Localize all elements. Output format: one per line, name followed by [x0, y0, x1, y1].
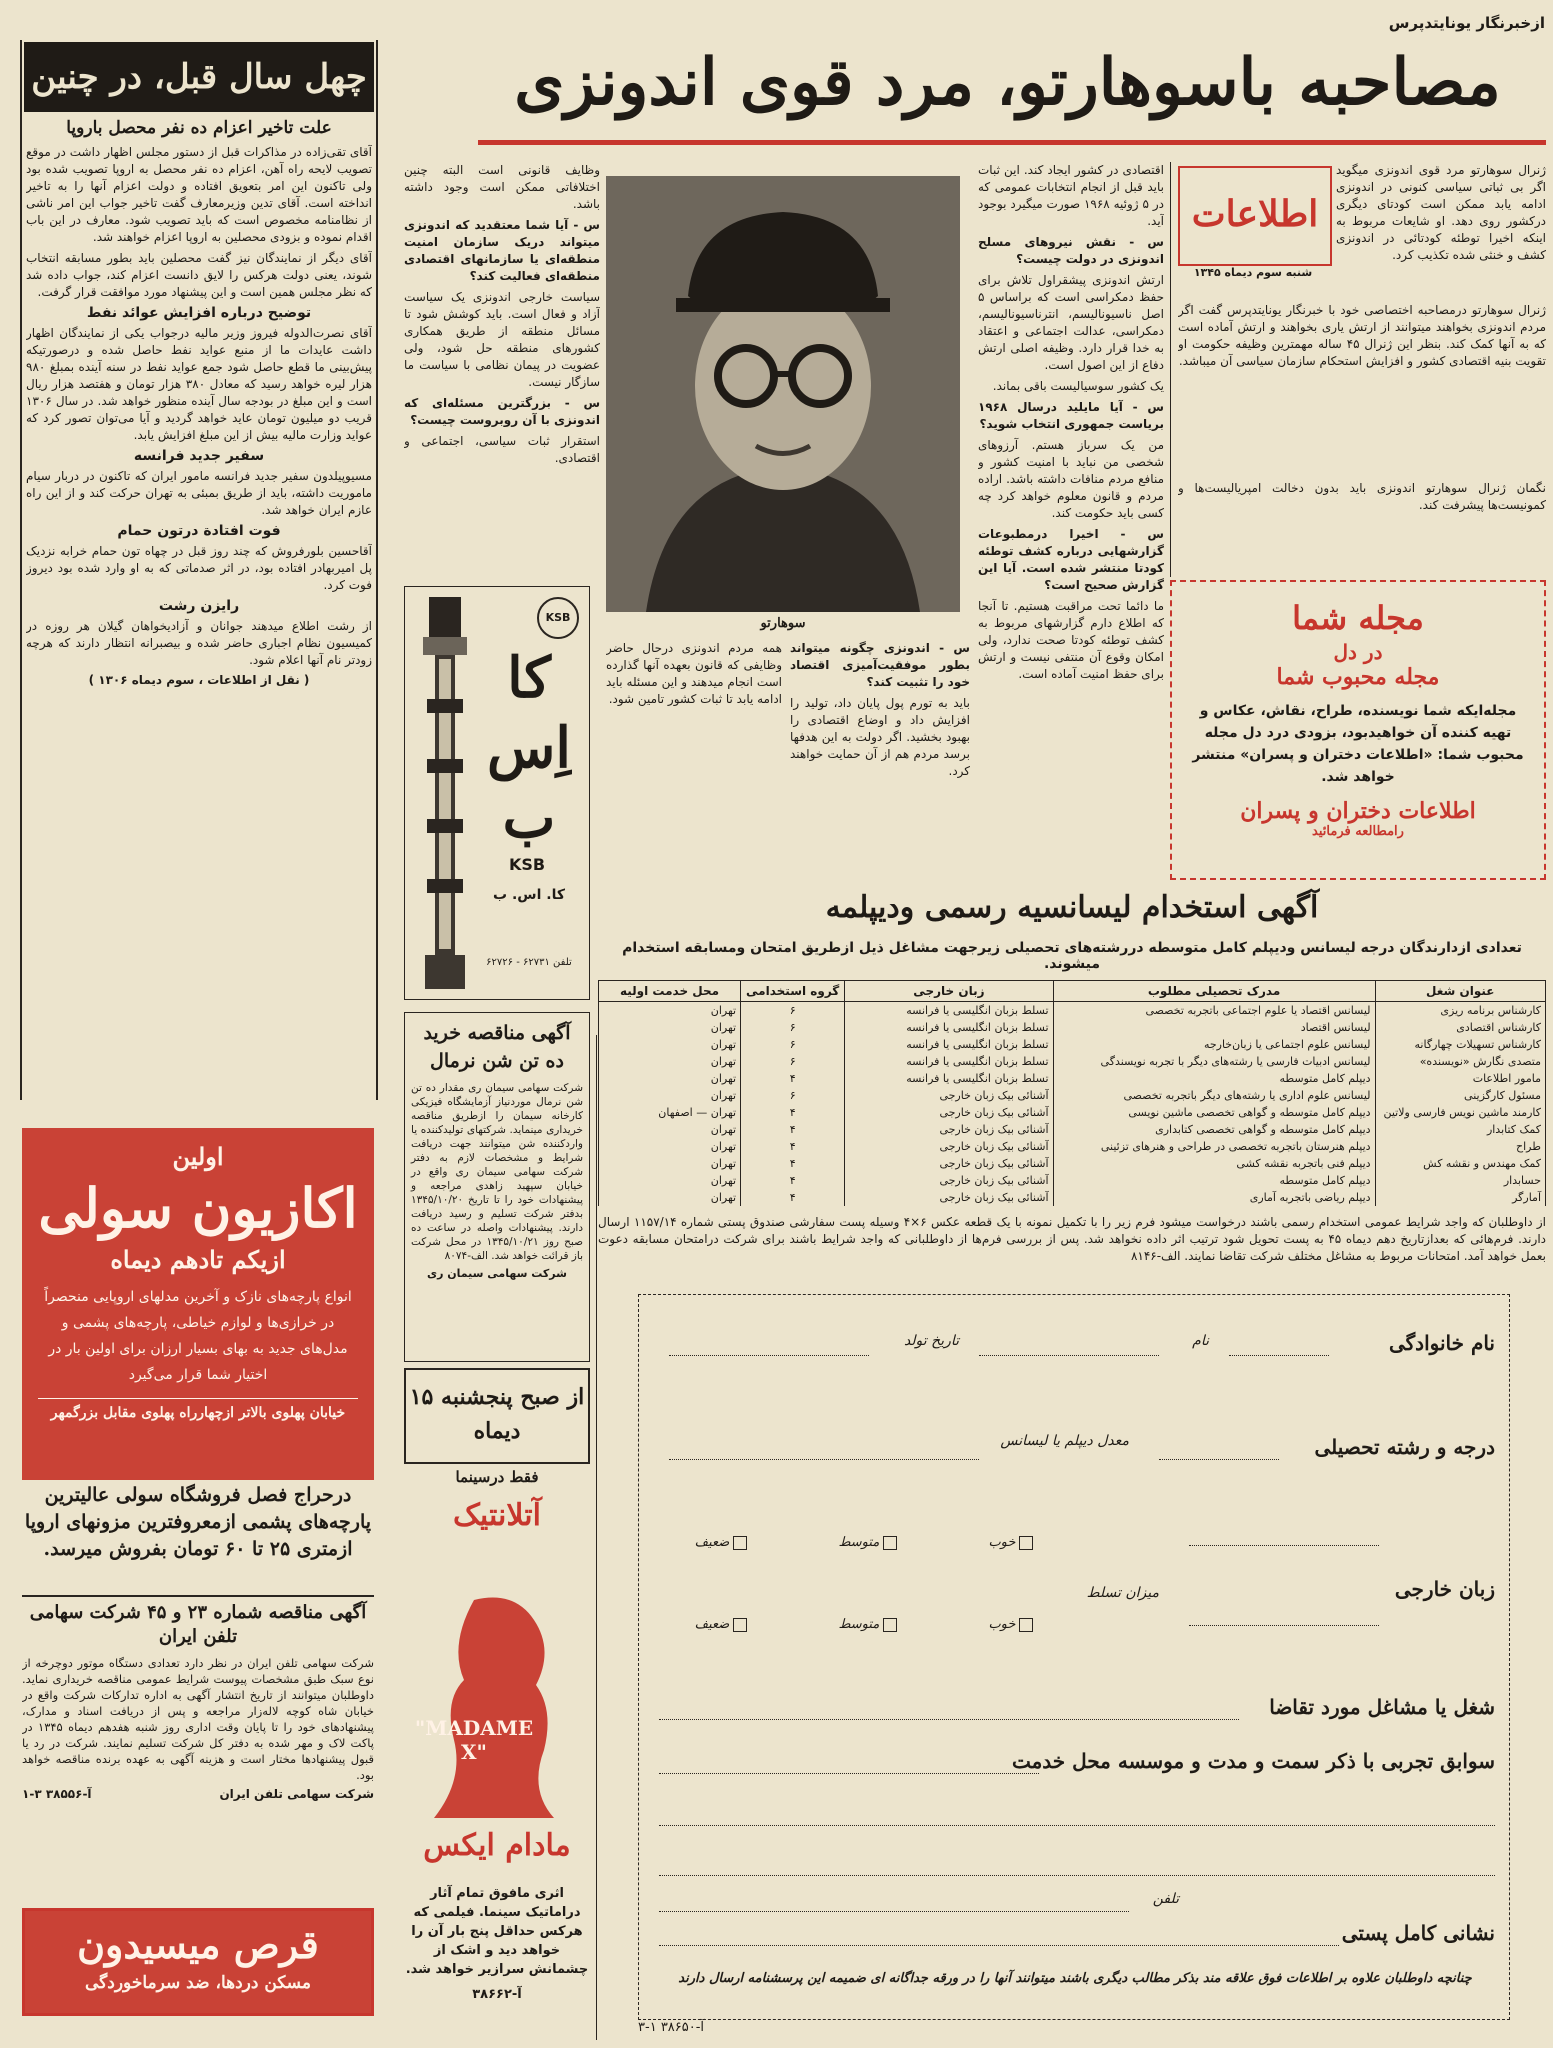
- checkbox[interactable]: [733, 1618, 747, 1632]
- birthdate-field[interactable]: [669, 1355, 869, 1356]
- history-paragraph: مسیوپیلدون سفیر جدید فرانسه مامور ایران که تاکنون در دربار سیام ماموریت داشته، باید از طریق بمبئی به تهران حرکت کند و از این راه عازم ایران خواهد شد.: [26, 469, 372, 517]
- table-row: [599, 1189, 1546, 1206]
- ksb-letter: کا: [507, 645, 551, 711]
- option-weak[interactable]: ضعیف: [695, 1535, 748, 1550]
- article-paragraph: وظایف قانونی است البته چنین اختلافاتی ممکن است وجود داشته باشد.: [404, 163, 600, 211]
- article-col-3: [790, 640, 970, 890]
- ksb-letter: اِس: [487, 715, 571, 781]
- tender-title: آگهی مناقصه شماره ۲۳ و ۴۵ شرکت سهامی تلفن ایران: [29, 1602, 367, 1647]
- place-cell: تهران: [599, 1036, 741, 1053]
- degree-cell: دیپلم ریاضی باتجربه آماری: [1053, 1189, 1375, 1206]
- article-answer: سیاست خارجی اندونزی یک سیاست آزاد و فعال است. باید کوشش شود تا مسائل منطقه از طریق همکاری کشورهای منطقه حل شود، ولی عضویت در پیمان نظامی با سیاست ما سازگار نیست.: [404, 290, 600, 389]
- article-answer: یک کشور سوسیالیست باقی بماند.: [992, 379, 1164, 393]
- experience-field-2[interactable]: [659, 1825, 1495, 1826]
- sale-address: خیابان پهلوی بالاتر ازچهارراه پهلوی مقابل بزرگمهر: [38, 1398, 358, 1421]
- job-title-cell: مسئول کارگزینی: [1375, 1087, 1545, 1104]
- column-header: محل خدمت اولیه: [599, 981, 741, 1002]
- group-cell: ۶: [741, 1019, 845, 1036]
- table-row: [599, 1087, 1546, 1104]
- article-question: س - بزرگترین مسئله‌ای که اندونزی با آن روبروست چیست؟: [404, 396, 600, 427]
- middle-column-border: [596, 1035, 597, 2040]
- option-good[interactable]: خوب: [988, 1535, 1033, 1550]
- article-question: س - اخیرا درمطبوعات گزارشهایی درباره کشف توطئه کودتا منتشر شده است. آیا این گزارش صحیح است؟: [978, 527, 1164, 592]
- article-question: س - نقش نیروهای مسلح اندونزی در دولت چیست؟: [978, 235, 1164, 266]
- place-cell: تهران: [599, 1138, 741, 1155]
- history-paragraph: از رشت اطلاع میدهند جوانان و آزادیخواهان گیلان هر روزه در کمیسیون نظام اجباری حاضر شده و بیصبرانه انتظار دارند که هرچه زودتر نام آنها اعلام شود.: [26, 619, 372, 667]
- headline-rule: [478, 140, 1546, 145]
- form-label-birthdate: تاریخ تولد: [903, 1333, 959, 1349]
- article-paragraph: نگمان ژنرال سوهارتو اندونزی باید بدون دخالت امپریالیست‌ها و کمونیست‌ها پیشرفت کند.: [1178, 481, 1546, 512]
- job-title-cell: طراح: [1375, 1138, 1545, 1155]
- checkbox[interactable]: [883, 1618, 897, 1632]
- phone-field[interactable]: [659, 1911, 1129, 1912]
- place-cell: تهران: [599, 1172, 741, 1189]
- tender-sign: شرکت سهامی تلفن ایران: [219, 1787, 374, 1801]
- form-label-firstname: نام: [1192, 1333, 1209, 1349]
- ksb-letter: ب: [502, 785, 556, 851]
- place-cell: تهران: [599, 1053, 741, 1070]
- language-cell: تسلط بزبان انگلیسی یا فرانسه: [845, 1036, 1053, 1053]
- language-cell: آشنائی بیک زبان خارجی: [845, 1189, 1053, 1206]
- medicine-name: قرص میسیدون: [77, 1922, 319, 1967]
- table-row: [599, 1036, 1546, 1053]
- magazine-line1: در دل: [1333, 640, 1383, 664]
- main-headline: مصاحبه باسوهارتو، مرد قوی اندونزی: [514, 45, 1501, 120]
- tender-code: آ-۳۸۵۵۶ ۳-۱: [22, 1787, 92, 1801]
- article-paragraph: ژنرال سوهارتو درمصاحبه اختصاصی خود با خبرنگار یونایتدپرس گفت اگر مردم اندونزی بخواهند میتوانند از ارتش یاری بخواهند و ارتش آماده است که به آنها کمک کند. بنظر این ژنرال ۴۵ ساله مهمترین وظیفه حکومت او تقویت بنیه اقتصادی کشور و افزایش استحکام سازمان سیاسی آن میباشد.: [1178, 303, 1546, 368]
- magazine-line2: مجله محبوب شما: [1276, 664, 1440, 690]
- language-cell: آشنائی بیک زبان خارجی: [845, 1087, 1053, 1104]
- checkbox[interactable]: [1019, 1536, 1033, 1550]
- option-mid[interactable]: متوسط: [838, 1617, 897, 1632]
- cinema-name: آتلانتیک: [453, 1498, 541, 1533]
- application-form: [638, 1294, 1510, 2020]
- magazine-ad: [1170, 580, 1546, 880]
- hiring-code: آ-۳۸۶۵۰ ۱-۳: [638, 2020, 705, 2035]
- group-cell: ۶: [741, 1036, 845, 1053]
- film-code: آ-۳۸۶۶۲: [472, 1987, 522, 2002]
- cement-tender-sign: شرکت سهامی سیمان ری: [427, 1267, 567, 1280]
- form-label-phone: تلفن: [1152, 1891, 1179, 1907]
- place-cell: تهران: [599, 1155, 741, 1172]
- place-cell: تهران — اصفهان: [599, 1104, 741, 1121]
- ksb-subname: کا. اس. ب: [493, 887, 565, 903]
- history-section: [26, 118, 372, 1093]
- checkbox[interactable]: [883, 1536, 897, 1550]
- group-cell: ۶: [741, 1053, 845, 1070]
- degree-cell: لیسانس اقتصاد: [1053, 1019, 1375, 1036]
- cement-tender-body: شرکت سهامی سیمان ری مقدار ده تن شن نرمال موردنیاز آزمایشگاه فیزیکی کارخانه سیمان را ازطریق مناقصه خریداری مینماید. شرکتهای تولیدکننده یا واردکننده شن میتوانند جهت دریافت شرایط و مشخصات لازم به دفتر شرکت سهامی سیمان ری واقع در خیابان سپهبد زاهدی مراجعه و پیشنهادات خود را تا تاریخ ۱۳۴۵/۱۰/۲۰ بدفتر شرکت تسلیم و رسید دریافت دارند. پیشنهادات واصله در ساعت ده صبح روز ۱۳۴۵/۱۰/۲۱ در محل شرکت باز قرائت خواهد شد. الف-۸۰۷۴: [411, 1082, 584, 1262]
- article-answer: ارتش اندونزی پیشقراول تلاش برای حفظ دمکراسی است که براساس ۵ اصل ناسیونالیسم، انترناسیونالیسم، دمکراسی، عدالت اجتماعی و اعتقاد به خدا قرار دارد. وظیفه اصلی ارتش دفاع از این اصول است.: [978, 273, 1164, 372]
- place-cell: تهران: [599, 1121, 741, 1138]
- film-body: اثری مافوق تمام آثار دراماتیک سینما. فیلمی که هرکس حداقل پنج بار آن را خواهد دید و اشک از چشمانش سرازیر خواهد شد.: [405, 1886, 589, 1977]
- article-question: س - آیا شما معتقدید که اندونزی میتواند دریک سازمان امنیت منطقه‌ای یا سازمانهای اقتصادی منطقه‌ای فعالیت کند؟: [404, 218, 600, 283]
- film-blurb: [404, 1884, 590, 2034]
- experience-field-3[interactable]: [659, 1875, 1495, 1876]
- cinema-only: فقط درسینما: [455, 1468, 539, 1486]
- group-cell: ۴: [741, 1189, 845, 1206]
- language-cell: تسلط بزبان انگلیسی یا فرانسه: [845, 1053, 1053, 1070]
- ksb-badge: KSB: [537, 597, 579, 639]
- table-header-row: [599, 981, 1546, 1002]
- dateline: شنبه سوم دیماه ۱۳۴۵: [1193, 266, 1313, 279]
- table-row: [599, 1172, 1546, 1189]
- language-cell: آشنائی بیک زبان خارجی: [845, 1138, 1053, 1155]
- table-row: [599, 1053, 1546, 1070]
- pump-illustration: [409, 589, 481, 999]
- film-title-fa: مادام ایکس: [423, 1828, 571, 1863]
- hiring-ad: [598, 888, 1546, 2036]
- group-cell: ۴: [741, 1155, 845, 1172]
- degree-cell: لیسانس علوم اجتماعی یا زبان‌خارجه: [1053, 1036, 1375, 1053]
- ksb-phone: تلفن ۶۲۷۳۱ - ۶۲۷۲۶: [486, 957, 572, 968]
- form-label-language: زبان خارجی: [1394, 1577, 1495, 1601]
- place-cell: تهران: [599, 1070, 741, 1087]
- group-cell: ۴: [741, 1172, 845, 1189]
- history-subheading: توضیح درباره افزایش عوائد نفط: [86, 305, 312, 321]
- byline: ازخبرنگار یونایتدپرس: [1388, 14, 1545, 32]
- history-paragraph: آقاحسین بلورفروش که چند روز قبل در چهاه تون حمام خرابه نزدیک پل امیربهادر افتاده بود، در اثر صدماتی که به او وارد شده بود دیروز فوت کرد.: [26, 544, 372, 592]
- group-cell: ۴: [741, 1070, 845, 1087]
- ksb-pump-ad: [404, 586, 590, 1000]
- gpa-field[interactable]: [669, 1459, 979, 1460]
- option-good[interactable]: خوب: [988, 1617, 1033, 1632]
- form-label-level: میزان تسلط: [1086, 1585, 1159, 1601]
- group-cell: ۴: [741, 1104, 845, 1121]
- hiring-title: آگهی استخدام لیسانسیه رسمی ودیپلمه: [825, 890, 1319, 925]
- degree-cell: لیسانس ادبیات فارسی یا رشته‌های دیگر با تجربه نویسندگی: [1053, 1053, 1375, 1070]
- degree-cell: لیسانس علوم اداری یا رشته‌های دیگر باتجربه تخصصی: [1053, 1087, 1375, 1104]
- soli-sale-ad: [22, 1128, 374, 1480]
- form-label-address: نشانی کامل پستی: [1341, 1921, 1495, 1945]
- sale-caption: درحراج فصل فروشگاه سولی عالیترین پارچه‌های پشمی ازمعروفترین مزونهای اروپا ازمتری ۲۵ تا ۶۰ تومان بفروش میرسد.: [24, 1484, 372, 1560]
- article-col-2: [978, 162, 1164, 882]
- magazine-footer: رامطالعه فرمائید: [1312, 824, 1404, 839]
- history-subheading: رایزن رشت: [158, 598, 240, 614]
- degree-cell: لیسانس اقتصاد یا علوم اجتماعی باتجربه تخصصی: [1053, 1002, 1375, 1020]
- column-header: عنوان شغل: [1375, 981, 1545, 1002]
- history-paragraph: آقای دیگر از نمایندگان نیز گفت محصلین باید بطور مسابقه انتخاب شوند، یعنی دولت هرکس را لایق دانست اعزام کند، جواب داده شد که نظر مجلس همین است و این پیشنهاد مورد موافقت قرار گرفت.: [26, 251, 372, 299]
- table-row: [599, 1070, 1546, 1087]
- option-mid[interactable]: متوسط: [838, 1535, 897, 1550]
- job-title-cell: کمک کتابدار: [1375, 1121, 1545, 1138]
- film-poster: [404, 1590, 590, 1880]
- job-title-cell: حسابدار: [1375, 1172, 1545, 1189]
- hiring-intro: تعدادی ازدارندگان درجه لیسانس ودیپلم کامل متوسطه دررشته‌های تحصیلی زیرجهت مشاغل ذیل ازطریق امتحان ومسابقه استخدام میشوند.: [622, 940, 1522, 972]
- place-cell: تهران: [599, 1002, 741, 1020]
- table-row: [599, 1002, 1546, 1020]
- job-title-cell: آمارگر: [1375, 1189, 1545, 1206]
- left-column-border-right: [376, 40, 378, 1100]
- article-answer: باید به تورم پول پایان داد، تولید را افزایش داد و اوضاع اقتصادی را بهبود بخشید. اگر دولت به این هدفها برسد مردم هم از آن حمایت خواهند کرد.: [790, 696, 970, 778]
- history-masthead: چهل سال قبل، در چنین: [24, 42, 374, 112]
- magazine-title: مجله شما: [1292, 599, 1424, 637]
- ksb-brand: KSB: [508, 855, 546, 874]
- job-title-cell: متصدی نگارش «نویسنده»: [1375, 1053, 1545, 1070]
- degree-cell: دیپلم کامل متوسطه: [1053, 1070, 1375, 1087]
- sale-dates: ازیکم تادهم دیماه: [110, 1245, 286, 1274]
- column-header: گروه استخدامی: [741, 981, 845, 1002]
- tender-body: شرکت سهامی تلفن ایران در نظر دارد تعدادی دستگاه موتور دوچرخه از نوع سبک طبق مشخصات پیوست شرایط عمومی مناقصه خریداری نماید. داوطلبان میتوانند از تاریخ انتشار آگهی به اداره تدارکات شرکت واقع در خیابان شاه کوچه لاله‌زار مراجعه و پس از دریافت اسناد و مدارک، پیشنهادهای خود را تا پایان وقت اداری روز شنبه هفدهم دیماه ۱۳۴۵ در پاکت لاک و مهر شده به دفتر کل شرکت تسلیم نمایند. شرکت در رد یا قبول پیشنهادها مختار است و هزینه آگهی به عهده برنده مناقصه خواهد بود.: [22, 1656, 374, 1782]
- newspaper-logo: اطلاعات: [1178, 166, 1332, 266]
- language-cell: آشنائی بیک زبان خارجی: [845, 1172, 1053, 1189]
- language-field-1[interactable]: [1189, 1545, 1379, 1546]
- article-answer: من یک سرباز هستم. آرزوهای شخصی من نباید با امنیت کشور و منافع مردم منافات داشته باشد. اراده مردم و قانون معلوم خواهد کرد چه کسی باید حکومت کند.: [978, 438, 1164, 520]
- phone-tender-ad: [22, 1595, 374, 1895]
- job-field[interactable]: [659, 1719, 1239, 1720]
- group-cell: ۶: [741, 1002, 845, 1020]
- article-question: س - آیا مایلید درسال ۱۹۶۸ بریاست جمهوری انتخاب شوید؟: [978, 400, 1164, 431]
- job-title-cell: کارشناس برنامه ریزی: [1375, 1002, 1545, 1020]
- language-cell: تسلط بزبان انگلیسی یا فرانسه: [845, 1070, 1053, 1087]
- medicine-ad: [22, 1908, 374, 2016]
- cement-tender-ad: [404, 1012, 590, 1362]
- form-label-job: شغل یا مشاغل مورد تقاضا: [1269, 1695, 1495, 1719]
- article-col-left: [404, 162, 600, 572]
- group-cell: ۴: [741, 1138, 845, 1155]
- article-divider: [1170, 162, 1171, 577]
- degree-field[interactable]: [1159, 1459, 1279, 1460]
- history-paragraph: آقای تقی‌زاده در مذاکرات قبل از دستور مجلس اظهار داشت در موقع تصویب لایحه راه آهن، اعزام ده نفر محصل به اروپا تصویب شده بود ولی تاکنون این امر بتعویق افتاده و دولت اعزام آنها را به تاخیر انداخته است. آقای تدین وزیرمعارف گفت تاخیر جواب این امر ناشی از نظامنامه مخصوص است که باید تصویب شود. معارف در این باب اقدام نموده و بزودی محصلین به اروپا اعزام خواهند شد.: [26, 145, 372, 244]
- job-title-cell: کارشناس تسهیلات چهارگانه: [1375, 1036, 1545, 1053]
- article-paragraph: ژنرال سوهارتو مرد قوی اندونزی میگوید اگر بی ثباتی سیاسی کنونی در اندونزی ادامه یابد ممکن است کودتای دیگری درکشور روی دهد. او شایعات مربوط به اینکه اخیرا توطئه کودتائی در اندونزی کشف و خنثی شده تکذیب کرد.: [1336, 163, 1546, 262]
- article-col-right: [1178, 162, 1546, 578]
- option-weak[interactable]: ضعیف: [695, 1617, 748, 1632]
- sale-first: اولین: [172, 1142, 224, 1171]
- language-cell: تسلط بزبان انگلیسی یا فرانسه: [845, 1019, 1053, 1036]
- form-label-lastname: نام خانوادگی: [1388, 1331, 1495, 1355]
- sale-body: انواع پارچه‌های نازک و آخرین مدلهای اروپایی منحصراً در خرازی‌ها و لوازم خیاطی، پارچه‌های پشمی و مدل‌های جدید به بهای بسیار ارزان برای اولین بار در اختیار شما قرار می‌گیرد: [44, 1289, 352, 1383]
- article-col-4: [606, 640, 782, 890]
- table-row: [599, 1104, 1546, 1121]
- portrait-illustration: [606, 176, 960, 612]
- hiring-notice: از داوطلبان که واجد شرایط عمومی استخدام رسمی باشند درخواست میشود فرم زیر را با تکمیل نمونه با یک قطعه عکس ۶×۴ وسیله پست سفارشی صندوق پستی شماره ۱۱۵۷/۱۴ ارسال دارند. فرم‌هائی که بعدازتاریخ دهم دیماه ۴۵ به پست تحویل شود ترتیب اثر داده نخواهد شد. پس از بررسی فرم‌ها از داوطلبانی که واجد شرایط باشند برای شرکت درامتحان مسابقه دعوت بعمل خواهد آمد. امتحانات مربوط به مشاغل مختلف شرکت تقاضا نمایند. الف-۸۱۴۶: [598, 1215, 1546, 1263]
- table-row: [599, 1121, 1546, 1138]
- level-options-row-2: [649, 1617, 1079, 1632]
- history-title: علت تاخیر اعزام ده نفر محصل باروپا: [66, 118, 332, 138]
- sale-title: اکازیون سولی: [38, 1176, 358, 1240]
- place-cell: تهران: [599, 1189, 741, 1206]
- article-answer: ما دائما تحت مراقبت هستیم. تا آنجا که اطلاع دارم گزارشهای مربوط به کشف توطئه کودتا صحت ندارد، ولی امکان وقوع آن منتفی نیست و ارتش برای حفظ امنیت آماده است.: [978, 599, 1164, 681]
- language-cell: آشنائی بیک زبان خارجی: [845, 1155, 1053, 1172]
- table-row: [599, 1019, 1546, 1036]
- language-cell: آشنائی بیک زبان خارجی: [845, 1104, 1053, 1121]
- job-title-cell: کمک مهندس و نقشه کش: [1375, 1155, 1545, 1172]
- level-options-row-1: [649, 1535, 1079, 1550]
- form-label-experience: سوابق تجربی با ذکر سمت و مدت و موسسه محل خدمت: [1011, 1749, 1495, 1773]
- group-cell: ۶: [741, 1087, 845, 1104]
- experience-field[interactable]: [659, 1773, 1039, 1774]
- magazine-name: اطلاعات دختران و پسران: [1240, 798, 1476, 824]
- history-source: ( نقل از اطلاعات ، سوم دیماه ۱۳۰۶ ): [88, 673, 310, 687]
- article-paragraph: همه مردم اندونزی درحال حاضر وظایفی که قانون بعهده آنها گذارده است انجام میدهند و این مسئله باید ادامه یابد تا ثبات کشور تامین شود.: [606, 641, 782, 706]
- address-field[interactable]: [659, 1945, 1339, 1946]
- column-header: مدرک تحصیلی مطلوب: [1053, 981, 1375, 1002]
- table-row: [599, 1155, 1546, 1172]
- article-question: س - اندونزی چگونه میتواند بطور موفقیت‌آمیزی اقتصاد خود را تثبیت کند؟: [790, 641, 970, 689]
- group-cell: ۴: [741, 1121, 845, 1138]
- job-title-cell: کارمند ماشین نویس فارسی ولاتین: [1375, 1104, 1545, 1121]
- checkbox[interactable]: [733, 1536, 747, 1550]
- language-cell: آشنائی بیک زبان خارجی: [845, 1121, 1053, 1138]
- suharto-photo: [606, 176, 960, 612]
- degree-cell: دیپلم کامل متوسطه و گواهی تخصصی ماشین نویسی: [1053, 1104, 1375, 1121]
- history-subheading: سفیر جدید فرانسه: [133, 448, 265, 464]
- lastname-field[interactable]: [1229, 1355, 1329, 1356]
- job-title-cell: کارشناس اقتصادی: [1375, 1019, 1545, 1036]
- jobs-table: [598, 980, 1546, 1206]
- language-field-2[interactable]: [1189, 1625, 1379, 1626]
- form-label-degree: درجه و رشته تحصیلی: [1314, 1435, 1495, 1459]
- cement-tender-title: آگهی مناقصه خرید ده تن شن نرمال: [423, 1022, 571, 1072]
- left-column-border: [20, 40, 22, 1100]
- article-answer: استقرار ثبات سیاسی، اجتماعی و اقتصادی.: [404, 434, 600, 465]
- job-title-cell: مامور اطلاعات: [1375, 1070, 1545, 1087]
- photo-caption: سوهارتو: [760, 616, 806, 631]
- article-paragraph: اقتصادی در کشور ایجاد کند. این ثبات باید قبل از انجام انتخابات عمومی که در ۵ ژوئیه ۱۹۶۸ صورت میگیرد بوجود آید.: [978, 163, 1164, 228]
- table-row: [599, 1138, 1546, 1155]
- degree-cell: دیپلم کامل متوسطه و گواهی تخصصی کتابداری: [1053, 1121, 1375, 1138]
- place-cell: تهران: [599, 1019, 741, 1036]
- history-paragraph: آقای نصرت‌الدوله فیروز وزیر مالیه درجواب یکی از نمایندگان اظهار داشت عایدات ما از منبع عواید نفط حاصل شده و درصورتیکه پیش‌بینی ما قطع حاصل شود جمع عواید نفط در سنه آینده بمبلغ ۹۸۰ هزار لیره خواهد رسید که معادل ۳۸۰ هزار تومان و هفتصد هزار ریال است و این مبلغ در بودجه سال آینده منظور خواهد شد. در سال ۱۳۰۶ قریب دو میلیون تومان عاید خواهد گردید و آیا می‌توان تصور کرد که عواید وزارت مالیه بیش از این مبلغ افزایش یابد.: [26, 326, 372, 442]
- cinema-from: از صبح پنجشنبه ۱۵ دیماه: [404, 1368, 590, 1464]
- form-label-gpa: معدل دیپلم یا لیسانس: [1000, 1433, 1129, 1449]
- medicine-tagline: مسکن دردها، ضد سرماخوردگی: [85, 1973, 311, 1993]
- film-title: "MADAME X": [414, 1716, 534, 1764]
- degree-cell: دیپلم کامل متوسطه: [1053, 1172, 1375, 1189]
- magazine-body: مجله‌ایکه شما نویسنده، طراح، نقاش، عکاس و تهیه کننده آن خواهیدبود، بزودی درد دل مجله محبوب شما: «اطلاعات دختران و پسران» منتشر خواهد شد.: [1192, 703, 1524, 785]
- column-header: زبان خارجی: [845, 981, 1053, 1002]
- checkbox[interactable]: [1019, 1618, 1033, 1632]
- history-subheading: فوت افتادة درتون حمام: [117, 523, 281, 539]
- firstname-field[interactable]: [979, 1355, 1159, 1356]
- degree-cell: دیپلم هنرستان باتجربه تخصصی در طراحی و هنرهای تزئینی: [1053, 1138, 1375, 1155]
- film-silhouette: [404, 1590, 590, 1820]
- form-footer: چنانچه داوطلبان علاوه بر اطلاعات فوق علاقه مند بذکر مطالب دیگری باشند میتوانند آنها را در ورقه جداگانه ای ضمیمه این پرسشنامه ارسال دارند: [678, 1971, 1472, 1986]
- place-cell: تهران: [599, 1087, 741, 1104]
- degree-cell: دیپلم فنی باتجربه نقشه کشی: [1053, 1155, 1375, 1172]
- language-cell: تسلط بزبان انگلیسی یا فرانسه: [845, 1002, 1053, 1020]
